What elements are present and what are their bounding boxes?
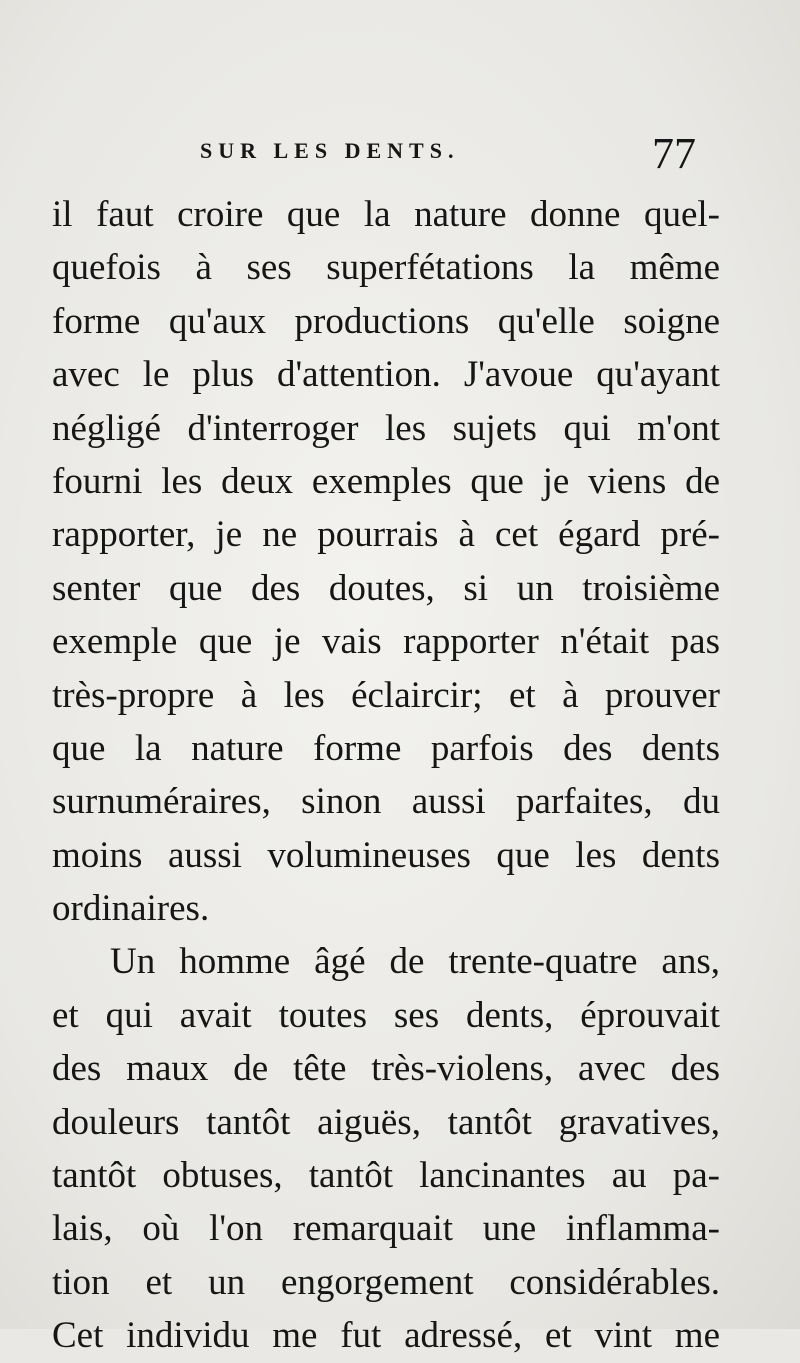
page-header xyxy=(200,128,730,188)
text-line: exemple que je vais rapporter n'était pas xyxy=(52,621,720,663)
text-line: surnuméraires, sinon aussi parfaites, du xyxy=(52,781,720,823)
running-title: SUR LES DENTS. xyxy=(200,138,460,163)
text-line: ordinaires. xyxy=(52,888,210,930)
text-line: moins aussi volumineuses que les dents xyxy=(52,834,720,876)
text-line: il faut croire que la nature donne quel- xyxy=(52,194,720,235)
text-line: rapporter, je ne pourrais à cet égard pré- xyxy=(52,514,720,556)
text-line: quefois à ses superfétations la même xyxy=(52,247,720,289)
text-line: très-propre à les éclaircir; et à prouver xyxy=(52,674,720,716)
page-number: 77 xyxy=(652,129,696,178)
text-line: tion et un engorgement considérables. xyxy=(52,1261,720,1303)
text-line: lais, où l'on remarquait une inflamma- xyxy=(52,1208,720,1250)
text-line: senter que des doutes, si un troisième xyxy=(52,567,720,609)
text-line: forme qu'aux productions qu'elle soigne xyxy=(52,300,720,342)
text-line: négligé d'interroger les sujets qui m'ont xyxy=(52,407,720,449)
text-line: avec le plus d'attention. J'avoue qu'ayant xyxy=(52,354,720,396)
text-line: fourni les deux exemples que je viens de xyxy=(52,460,720,502)
text-line: des maux de tête très-violens, avec des xyxy=(52,1048,720,1090)
text-line: douleurs tantôt aiguës, tantôt gravatives, xyxy=(52,1101,720,1143)
paragraph-start-line: Un homme âgé de trente-quatre ans, xyxy=(110,941,720,983)
text-line: que la nature forme parfois des dents xyxy=(52,727,720,769)
body-text xyxy=(52,188,720,1363)
text-line: tantôt obtuses, tantôt lancinantes au pa- xyxy=(52,1155,720,1197)
text-line: Cet individu me fut adressé, et vint me xyxy=(52,1315,720,1357)
text-line: et qui avait toutes ses dents, éprouvait xyxy=(52,994,720,1036)
